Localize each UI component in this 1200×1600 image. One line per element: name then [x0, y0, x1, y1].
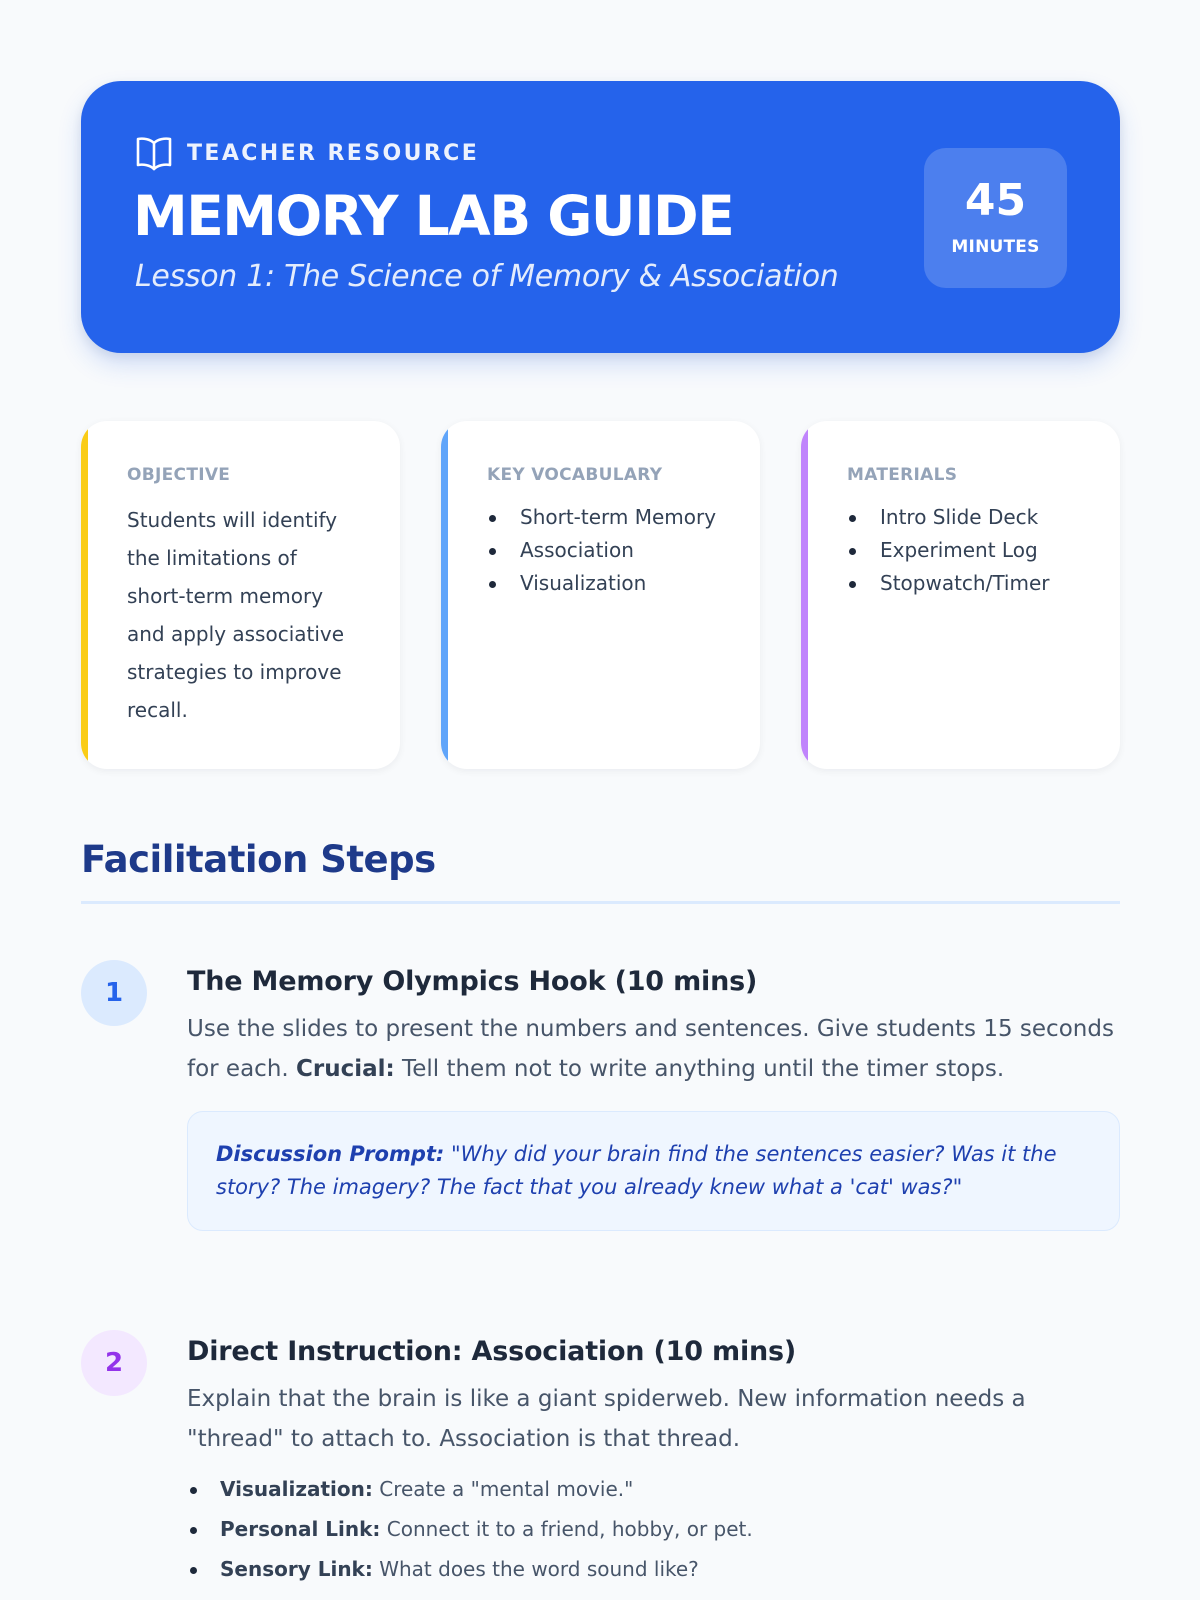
step-body	[187, 960, 1120, 1231]
list-item-label: Personal Link:	[220, 1517, 381, 1541]
materials-list	[847, 501, 1080, 600]
association-strategies-list	[187, 1469, 1120, 1589]
page-subtitle: Lesson 1: The Science of Memory & Association	[135, 259, 839, 294]
step-number-badge: 2	[81, 1330, 147, 1396]
step-body	[187, 1330, 1120, 1589]
materials-item: Experiment Log	[847, 534, 1080, 567]
objective-card	[81, 421, 400, 769]
objective-text: Students will identify the limitations of short-term memory and apply associative strategies to improve recall.	[127, 508, 345, 722]
header-banner	[81, 81, 1120, 353]
materials-label: MATERIALS	[847, 465, 958, 485]
duration-badge	[924, 148, 1067, 288]
duration-value: 45	[964, 175, 1027, 226]
list-item-label: Visualization:	[220, 1477, 373, 1501]
list-item-text: What does the word sound like?	[372, 1557, 699, 1581]
vocabulary-card	[441, 421, 760, 769]
page-title: MEMORY LAB GUIDE	[133, 184, 734, 248]
list-item-text: Create a "mental movie."	[372, 1477, 634, 1501]
section-divider	[81, 901, 1120, 904]
discussion-prompt-box	[187, 1111, 1120, 1231]
step-text-emphasis: Crucial:	[296, 1056, 395, 1082]
duration-unit: MINUTES	[951, 237, 1040, 257]
list-item	[187, 1509, 1120, 1549]
materials-item: Stopwatch/Timer	[847, 567, 1080, 600]
prompt-label: Discussion Prompt:	[216, 1142, 445, 1166]
lesson-guide	[81, 81, 1120, 1581]
vocabulary-item: Short-term Memory	[487, 501, 720, 534]
step-title: The Memory Olympics Hook (10 mins)	[187, 966, 758, 997]
step-description	[187, 1009, 1120, 1089]
vocabulary-item: Association	[487, 534, 720, 567]
eyebrow-label: TEACHER RESOURCE	[187, 140, 480, 166]
step-number-badge: 1	[81, 960, 147, 1026]
list-item	[187, 1549, 1120, 1589]
open-book-icon	[135, 135, 173, 171]
info-cards	[81, 421, 1120, 769]
step-title: Direct Instruction: Association (10 mins)	[187, 1336, 797, 1367]
materials-item: Intro Slide Deck	[847, 501, 1080, 534]
materials-card	[801, 421, 1120, 769]
objective-label: OBJECTIVE	[127, 465, 231, 485]
list-item-label: Sensory Link:	[220, 1557, 373, 1581]
list-item	[187, 1469, 1120, 1509]
list-item-text: Connect it to a friend, hobby, or pet.	[380, 1517, 753, 1541]
step-description: Explain that the brain is like a giant spiderweb. New information needs a "thread" to attach to. Association is that thread.	[187, 1386, 1026, 1452]
step-text-part: Use the slides to present the numbers and sentences. Give students 15 seconds for each.	[187, 1016, 1114, 1082]
eyebrow	[135, 135, 479, 171]
vocabulary-label: KEY VOCABULARY	[487, 465, 663, 485]
section-title: Facilitation Steps	[81, 838, 436, 881]
prompt-text: "Why did your brain find the sentences easier? Was it the story? The imagery? The fact that you already knew what a 'cat' was?"	[216, 1142, 1057, 1199]
vocabulary-list	[487, 501, 720, 600]
vocabulary-item: Visualization	[487, 567, 720, 600]
step-text-part: Tell them not to write anything until the timer stops.	[394, 1056, 1005, 1082]
